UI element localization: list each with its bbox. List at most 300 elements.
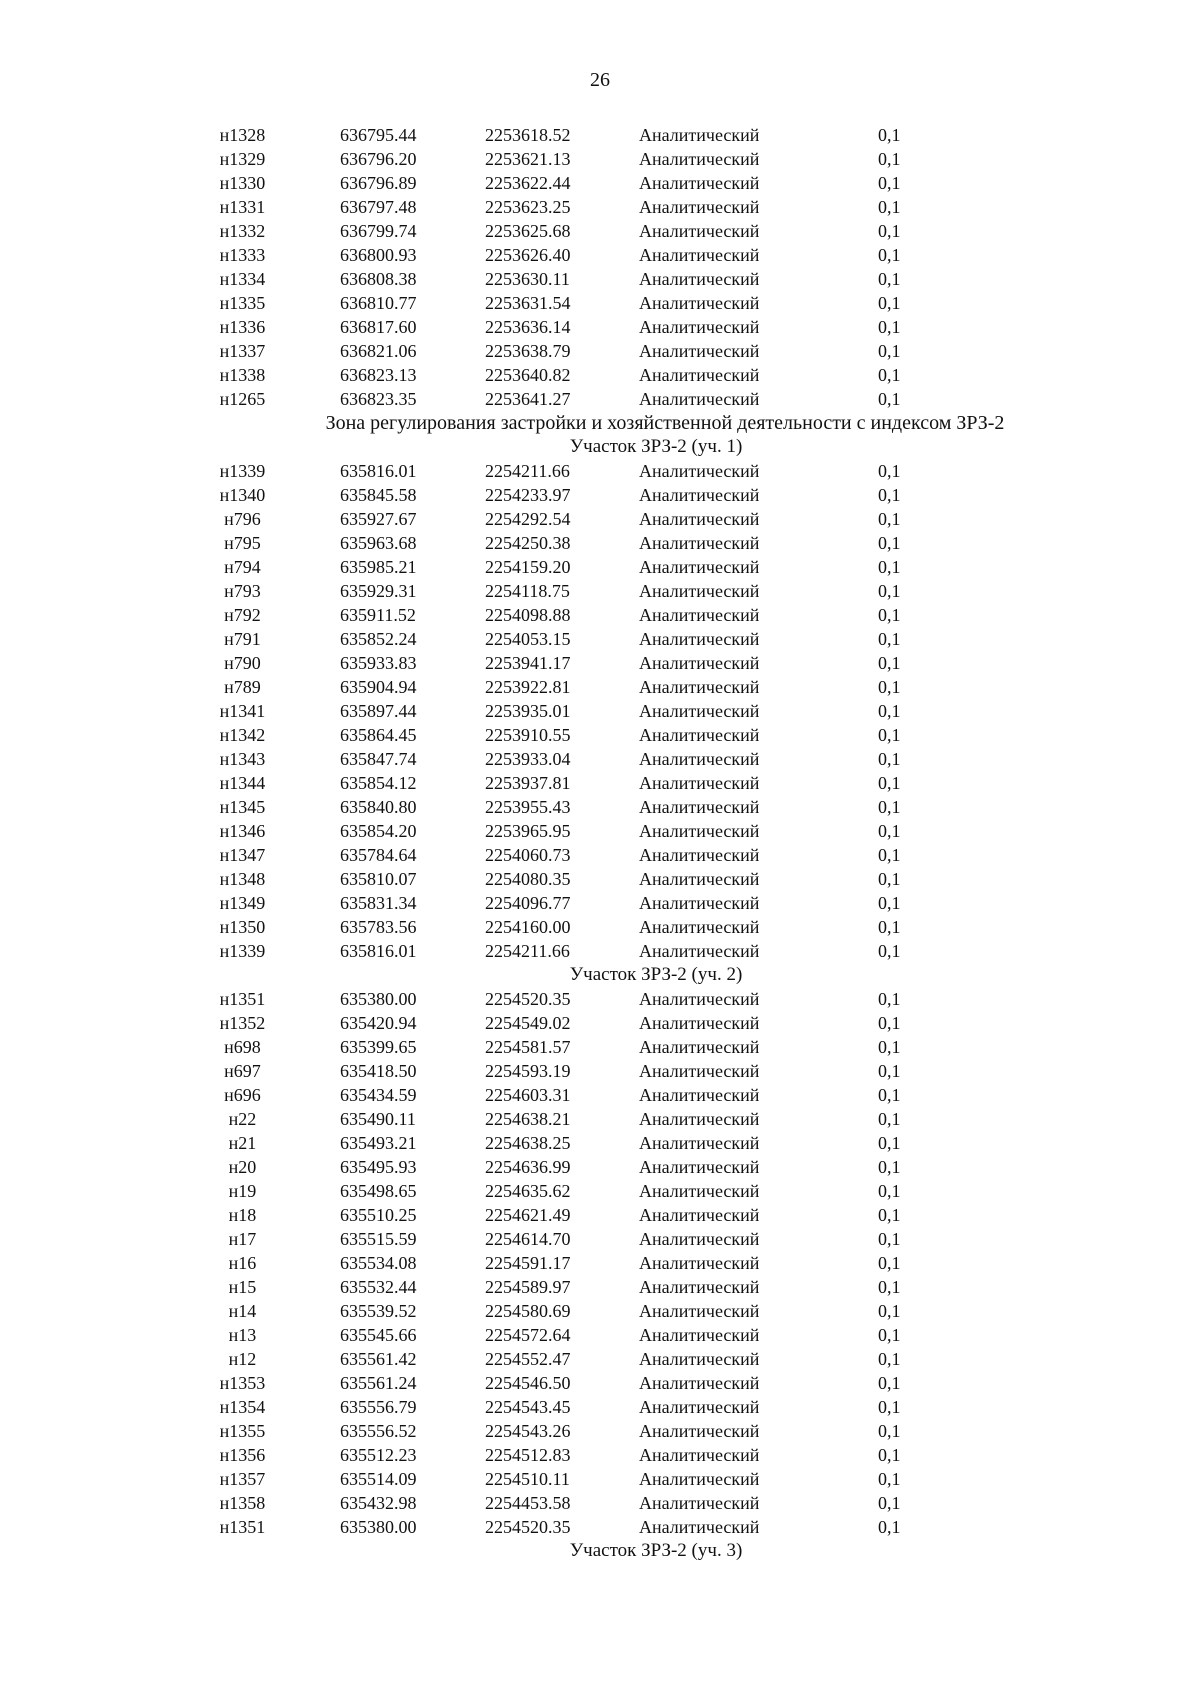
point-id-cell: н1339 <box>219 941 266 961</box>
y-coordinate-cell: 2253622.44 <box>485 173 571 193</box>
table-row <box>0 891 1200 915</box>
error-cell: 0,1 <box>878 317 901 337</box>
y-coordinate-cell: 2253922.81 <box>485 677 571 697</box>
table-row <box>0 1371 1200 1395</box>
y-coordinate-cell: 2253640.82 <box>485 365 571 385</box>
x-coordinate-cell: 635515.59 <box>340 1229 417 1249</box>
method-cell: Аналитический <box>639 653 760 673</box>
x-coordinate-cell: 635933.83 <box>340 653 417 673</box>
table-row <box>0 603 1200 627</box>
error-cell: 0,1 <box>878 653 901 673</box>
method-cell: Аналитический <box>639 1085 760 1105</box>
method-cell: Аналитический <box>639 509 760 529</box>
table-row <box>0 723 1200 747</box>
method-cell: Аналитический <box>639 461 760 481</box>
x-coordinate-cell: 635399.65 <box>340 1037 417 1057</box>
point-id-cell: н696 <box>224 1085 261 1105</box>
y-coordinate-cell: 2254593.19 <box>485 1061 571 1081</box>
y-coordinate-cell: 2254572.64 <box>485 1325 571 1345</box>
x-coordinate-cell: 635561.24 <box>340 1373 417 1393</box>
point-id-cell: н795 <box>224 533 261 553</box>
point-id-cell: н22 <box>228 1109 257 1129</box>
x-coordinate-cell: 635512.23 <box>340 1445 417 1465</box>
x-coordinate-cell: 635810.07 <box>340 869 417 889</box>
method-cell: Аналитический <box>639 1133 760 1153</box>
x-coordinate-cell: 636795.44 <box>340 125 417 145</box>
y-coordinate-cell: 2254635.62 <box>485 1181 571 1201</box>
method-cell: Аналитический <box>639 1349 760 1369</box>
error-cell: 0,1 <box>878 485 901 505</box>
point-id-cell: н14 <box>228 1301 257 1321</box>
point-id-cell: н1337 <box>219 341 266 361</box>
x-coordinate-cell: 636808.38 <box>340 269 417 289</box>
y-coordinate-cell: 2254211.66 <box>485 941 570 961</box>
point-id-cell: н1334 <box>219 269 266 289</box>
table-row <box>0 1107 1200 1131</box>
point-id-cell: н1357 <box>219 1469 266 1489</box>
method-cell: Аналитический <box>639 173 760 193</box>
error-cell: 0,1 <box>878 1157 901 1177</box>
table-row <box>0 363 1200 387</box>
table-row <box>0 1011 1200 1035</box>
table-row <box>0 1179 1200 1203</box>
y-coordinate-cell: 2254512.83 <box>485 1445 571 1465</box>
method-cell: Аналитический <box>639 677 760 697</box>
y-coordinate-cell: 2254546.50 <box>485 1373 571 1393</box>
table-row <box>0 1395 1200 1419</box>
method-cell: Аналитический <box>639 1325 760 1345</box>
x-coordinate-cell: 636823.13 <box>340 365 417 385</box>
x-coordinate-cell: 635985.21 <box>340 557 417 577</box>
method-cell: Аналитический <box>639 365 760 385</box>
y-coordinate-cell: 2254118.75 <box>485 581 570 601</box>
table-row <box>0 1467 1200 1491</box>
point-id-cell: н1343 <box>219 749 266 769</box>
method-cell: Аналитический <box>639 581 760 601</box>
error-cell: 0,1 <box>878 701 901 721</box>
error-cell: 0,1 <box>878 125 901 145</box>
y-coordinate-cell: 2253965.95 <box>485 821 571 841</box>
y-coordinate-cell: 2254520.35 <box>485 989 571 1009</box>
x-coordinate-cell: 635434.59 <box>340 1085 417 1105</box>
x-coordinate-cell: 635911.52 <box>340 605 416 625</box>
method-cell: Аналитический <box>639 773 760 793</box>
error-cell: 0,1 <box>878 581 901 601</box>
table-row <box>0 459 1200 483</box>
method-cell: Аналитический <box>639 1253 760 1273</box>
error-cell: 0,1 <box>878 1349 901 1369</box>
method-cell: Аналитический <box>639 1373 760 1393</box>
section-heading: Участок ЗРЗ-2 (уч. 2) <box>569 964 743 985</box>
table-row <box>0 627 1200 651</box>
y-coordinate-cell: 2254543.26 <box>485 1421 571 1441</box>
x-coordinate-cell: 635783.56 <box>340 917 417 937</box>
x-coordinate-cell: 635904.94 <box>340 677 417 697</box>
error-cell: 0,1 <box>878 821 901 841</box>
error-cell: 0,1 <box>878 725 901 745</box>
error-cell: 0,1 <box>878 1421 901 1441</box>
error-cell: 0,1 <box>878 149 901 169</box>
point-id-cell: н17 <box>228 1229 257 1249</box>
table-row <box>0 1275 1200 1299</box>
table-row <box>0 123 1200 147</box>
method-cell: Аналитический <box>639 1181 760 1201</box>
y-coordinate-cell: 2254098.88 <box>485 605 571 625</box>
y-coordinate-cell: 2254292.54 <box>485 509 571 529</box>
point-id-cell: н1351 <box>219 989 266 1009</box>
error-cell: 0,1 <box>878 917 901 937</box>
x-coordinate-cell: 635852.24 <box>340 629 417 649</box>
point-id-cell: н20 <box>228 1157 257 1177</box>
table-row <box>0 195 1200 219</box>
y-coordinate-cell: 2253933.04 <box>485 749 571 769</box>
x-coordinate-cell: 635561.42 <box>340 1349 417 1369</box>
method-cell: Аналитический <box>639 1061 760 1081</box>
table-row <box>0 1203 1200 1227</box>
coordinates-table <box>0 123 1200 1563</box>
y-coordinate-cell: 2253626.40 <box>485 245 571 265</box>
section-heading: Участок ЗРЗ-2 (уч. 1) <box>569 436 743 457</box>
error-cell: 0,1 <box>878 989 901 1009</box>
method-cell: Аналитический <box>639 1469 760 1489</box>
table-row <box>0 867 1200 891</box>
y-coordinate-cell: 2253955.43 <box>485 797 571 817</box>
table-row <box>0 1443 1200 1467</box>
table-row <box>0 1491 1200 1515</box>
error-cell: 0,1 <box>878 941 901 961</box>
point-id-cell: н1355 <box>219 1421 266 1441</box>
error-cell: 0,1 <box>878 749 901 769</box>
table-row <box>0 651 1200 675</box>
point-id-cell: н796 <box>224 509 261 529</box>
x-coordinate-cell: 635840.80 <box>340 797 417 817</box>
error-cell: 0,1 <box>878 509 901 529</box>
point-id-cell: н19 <box>228 1181 257 1201</box>
y-coordinate-cell: 2253941.17 <box>485 653 571 673</box>
error-cell: 0,1 <box>878 1493 901 1513</box>
point-id-cell: н1351 <box>219 1517 266 1537</box>
point-id-cell: н18 <box>228 1205 257 1225</box>
error-cell: 0,1 <box>878 1061 901 1081</box>
y-coordinate-cell: 2254638.25 <box>485 1133 571 1153</box>
x-coordinate-cell: 635380.00 <box>340 989 417 1009</box>
y-coordinate-cell: 2254581.57 <box>485 1037 571 1057</box>
y-coordinate-cell: 2254060.73 <box>485 845 571 865</box>
y-coordinate-cell: 2254589.97 <box>485 1277 571 1297</box>
error-cell: 0,1 <box>878 1301 901 1321</box>
table-row <box>0 747 1200 771</box>
table-row <box>0 1059 1200 1083</box>
y-coordinate-cell: 2254453.58 <box>485 1493 571 1513</box>
error-cell: 0,1 <box>878 1277 901 1297</box>
point-id-cell: н1348 <box>219 869 266 889</box>
x-coordinate-cell: 636817.60 <box>340 317 417 337</box>
y-coordinate-cell: 2254636.99 <box>485 1157 571 1177</box>
y-coordinate-cell: 2254580.69 <box>485 1301 571 1321</box>
y-coordinate-cell: 2254543.45 <box>485 1397 571 1417</box>
y-coordinate-cell: 2254638.21 <box>485 1109 571 1129</box>
method-cell: Аналитический <box>639 605 760 625</box>
point-id-cell: н789 <box>224 677 261 697</box>
x-coordinate-cell: 635816.01 <box>340 941 417 961</box>
page-number: 26 <box>590 69 610 91</box>
x-coordinate-cell: 635864.45 <box>340 725 417 745</box>
point-id-cell: н1350 <box>219 917 266 937</box>
table-row <box>0 843 1200 867</box>
x-coordinate-cell: 635539.52 <box>340 1301 417 1321</box>
point-id-cell: н1340 <box>219 485 266 505</box>
error-cell: 0,1 <box>878 293 901 313</box>
point-id-cell: н15 <box>228 1277 257 1297</box>
method-cell: Аналитический <box>639 1445 760 1465</box>
method-cell: Аналитический <box>639 389 760 409</box>
point-id-cell: н697 <box>224 1061 261 1081</box>
point-id-cell: н793 <box>224 581 261 601</box>
error-cell: 0,1 <box>878 677 901 697</box>
error-cell: 0,1 <box>878 773 901 793</box>
x-coordinate-cell: 636810.77 <box>340 293 417 313</box>
method-cell: Аналитический <box>639 629 760 649</box>
zone-heading: Зона регулирования застройки и хозяйственной деятельности с индексом ЗРЗ-2 <box>325 412 1005 434</box>
y-coordinate-cell: 2254233.97 <box>485 485 571 505</box>
point-id-cell: н1339 <box>219 461 266 481</box>
table-row <box>0 1155 1200 1179</box>
error-cell: 0,1 <box>878 269 901 289</box>
point-id-cell: н1354 <box>219 1397 266 1417</box>
error-cell: 0,1 <box>878 1037 901 1057</box>
x-coordinate-cell: 635418.50 <box>340 1061 417 1081</box>
x-coordinate-cell: 635831.34 <box>340 893 417 913</box>
method-cell: Аналитический <box>639 197 760 217</box>
table-row <box>0 1299 1200 1323</box>
error-cell: 0,1 <box>878 629 901 649</box>
error-cell: 0,1 <box>878 1085 901 1105</box>
method-cell: Аналитический <box>639 1397 760 1417</box>
error-cell: 0,1 <box>878 365 901 385</box>
table-row <box>0 1323 1200 1347</box>
table-row <box>0 819 1200 843</box>
method-cell: Аналитический <box>639 821 760 841</box>
error-cell: 0,1 <box>878 1181 901 1201</box>
method-cell: Аналитический <box>639 1157 760 1177</box>
y-coordinate-cell: 2254096.77 <box>485 893 571 913</box>
point-id-cell: н1345 <box>219 797 266 817</box>
method-cell: Аналитический <box>639 293 760 313</box>
x-coordinate-cell: 635927.67 <box>340 509 417 529</box>
method-cell: Аналитический <box>639 1229 760 1249</box>
table-row <box>0 387 1200 411</box>
point-id-cell: н1344 <box>219 773 266 793</box>
method-cell: Аналитический <box>639 485 760 505</box>
error-cell: 0,1 <box>878 797 901 817</box>
table-row <box>0 315 1200 339</box>
point-id-cell: н791 <box>224 629 261 649</box>
error-cell: 0,1 <box>878 1397 901 1417</box>
y-coordinate-cell: 2253618.52 <box>485 125 571 145</box>
point-id-cell: н21 <box>228 1133 257 1153</box>
error-cell: 0,1 <box>878 1325 901 1345</box>
x-coordinate-cell: 635490.11 <box>340 1109 416 1129</box>
x-coordinate-cell: 635514.09 <box>340 1469 417 1489</box>
error-cell: 0,1 <box>878 893 901 913</box>
y-coordinate-cell: 2254520.35 <box>485 1517 571 1537</box>
point-id-cell: н13 <box>228 1325 257 1345</box>
point-id-cell: н1341 <box>219 701 266 721</box>
x-coordinate-cell: 635495.93 <box>340 1157 417 1177</box>
x-coordinate-cell: 636800.93 <box>340 245 417 265</box>
y-coordinate-cell: 2254250.38 <box>485 533 571 553</box>
x-coordinate-cell: 635847.74 <box>340 749 417 769</box>
method-cell: Аналитический <box>639 845 760 865</box>
x-coordinate-cell: 635897.44 <box>340 701 417 721</box>
error-cell: 0,1 <box>878 221 901 241</box>
table-row <box>0 1131 1200 1155</box>
point-id-cell: н1336 <box>219 317 266 337</box>
method-cell: Аналитический <box>639 989 760 1009</box>
x-coordinate-cell: 635432.98 <box>340 1493 417 1513</box>
x-coordinate-cell: 635510.25 <box>340 1205 417 1225</box>
x-coordinate-cell: 636796.20 <box>340 149 417 169</box>
y-coordinate-cell: 2253630.11 <box>485 269 570 289</box>
point-id-cell: н792 <box>224 605 261 625</box>
table-row <box>0 771 1200 795</box>
y-coordinate-cell: 2254159.20 <box>485 557 571 577</box>
method-cell: Аналитический <box>639 533 760 553</box>
y-coordinate-cell: 2253937.81 <box>485 773 571 793</box>
x-coordinate-cell: 635534.08 <box>340 1253 417 1273</box>
error-cell: 0,1 <box>878 1205 901 1225</box>
table-row <box>0 675 1200 699</box>
point-id-cell: н790 <box>224 653 261 673</box>
method-cell: Аналитический <box>639 749 760 769</box>
x-coordinate-cell: 635545.66 <box>340 1325 417 1345</box>
y-coordinate-cell: 2254591.17 <box>485 1253 571 1273</box>
x-coordinate-cell: 635493.21 <box>340 1133 417 1153</box>
point-id-cell: н12 <box>228 1349 257 1369</box>
y-coordinate-cell: 2253935.01 <box>485 701 571 721</box>
error-cell: 0,1 <box>878 1373 901 1393</box>
point-id-cell: н1347 <box>219 845 266 865</box>
y-coordinate-cell: 2254211.66 <box>485 461 570 481</box>
table-row <box>0 939 1200 963</box>
point-id-cell: н1338 <box>219 365 266 385</box>
point-id-cell: н1330 <box>219 173 266 193</box>
method-cell: Аналитический <box>639 1109 760 1129</box>
point-id-cell: н1329 <box>219 149 266 169</box>
y-coordinate-cell: 2254053.15 <box>485 629 571 649</box>
point-id-cell: н1331 <box>219 197 266 217</box>
x-coordinate-cell: 636796.89 <box>340 173 417 193</box>
x-coordinate-cell: 636821.06 <box>340 341 417 361</box>
point-id-cell: н1356 <box>219 1445 266 1465</box>
y-coordinate-cell: 2253631.54 <box>485 293 571 313</box>
x-coordinate-cell: 635498.65 <box>340 1181 417 1201</box>
point-id-cell: н1353 <box>219 1373 266 1393</box>
error-cell: 0,1 <box>878 341 901 361</box>
y-coordinate-cell: 2254552.47 <box>485 1349 571 1369</box>
x-coordinate-cell: 635556.52 <box>340 1421 417 1441</box>
section-heading: Участок ЗРЗ-2 (уч. 3) <box>569 1540 743 1561</box>
y-coordinate-cell: 2254614.70 <box>485 1229 571 1249</box>
table-row <box>0 171 1200 195</box>
table-row <box>0 1515 1200 1539</box>
x-coordinate-cell: 635854.20 <box>340 821 417 841</box>
y-coordinate-cell: 2253638.79 <box>485 341 571 361</box>
method-cell: Аналитический <box>639 893 760 913</box>
table-row <box>0 1251 1200 1275</box>
error-cell: 0,1 <box>878 1133 901 1153</box>
table-row <box>0 1083 1200 1107</box>
method-cell: Аналитический <box>639 557 760 577</box>
point-id-cell: н1333 <box>219 245 266 265</box>
table-row <box>0 267 1200 291</box>
y-coordinate-cell: 2254603.31 <box>485 1085 571 1105</box>
point-id-cell: н794 <box>224 557 261 577</box>
error-cell: 0,1 <box>878 869 901 889</box>
x-coordinate-cell: 636797.48 <box>340 197 417 217</box>
table-row <box>0 699 1200 723</box>
table-row <box>0 1227 1200 1251</box>
method-cell: Аналитический <box>639 1037 760 1057</box>
error-cell: 0,1 <box>878 245 901 265</box>
error-cell: 0,1 <box>878 173 901 193</box>
error-cell: 0,1 <box>878 461 901 481</box>
x-coordinate-cell: 635816.01 <box>340 461 417 481</box>
table-row <box>0 483 1200 507</box>
table-row <box>0 1035 1200 1059</box>
point-id-cell: н698 <box>224 1037 261 1057</box>
y-coordinate-cell: 2253636.14 <box>485 317 571 337</box>
error-cell: 0,1 <box>878 533 901 553</box>
table-row <box>0 555 1200 579</box>
error-cell: 0,1 <box>878 1517 901 1537</box>
table-row <box>0 243 1200 267</box>
method-cell: Аналитический <box>639 1301 760 1321</box>
method-cell: Аналитический <box>639 1013 760 1033</box>
x-coordinate-cell: 635854.12 <box>340 773 417 793</box>
method-cell: Аналитический <box>639 317 760 337</box>
error-cell: 0,1 <box>878 1445 901 1465</box>
point-id-cell: н1346 <box>219 821 266 841</box>
point-id-cell: н1352 <box>219 1013 266 1033</box>
y-coordinate-cell: 2254080.35 <box>485 869 571 889</box>
table-row <box>0 795 1200 819</box>
x-coordinate-cell: 635963.68 <box>340 533 417 553</box>
method-cell: Аналитический <box>639 149 760 169</box>
y-coordinate-cell: 2254510.11 <box>485 1469 570 1489</box>
error-cell: 0,1 <box>878 197 901 217</box>
method-cell: Аналитический <box>639 725 760 745</box>
point-id-cell: н16 <box>228 1253 257 1273</box>
table-row <box>0 1347 1200 1371</box>
error-cell: 0,1 <box>878 1469 901 1489</box>
error-cell: 0,1 <box>878 605 901 625</box>
x-coordinate-cell: 636823.35 <box>340 389 417 409</box>
point-id-cell: н1335 <box>219 293 266 313</box>
error-cell: 0,1 <box>878 1109 901 1129</box>
method-cell: Аналитический <box>639 1205 760 1225</box>
y-coordinate-cell: 2253621.13 <box>485 149 571 169</box>
table-row <box>0 579 1200 603</box>
table-row <box>0 915 1200 939</box>
point-id-cell: н1332 <box>219 221 266 241</box>
method-cell: Аналитический <box>639 941 760 961</box>
point-id-cell: н1328 <box>219 125 266 145</box>
method-cell: Аналитический <box>639 917 760 937</box>
method-cell: Аналитический <box>639 701 760 721</box>
error-cell: 0,1 <box>878 1229 901 1249</box>
x-coordinate-cell: 635420.94 <box>340 1013 417 1033</box>
